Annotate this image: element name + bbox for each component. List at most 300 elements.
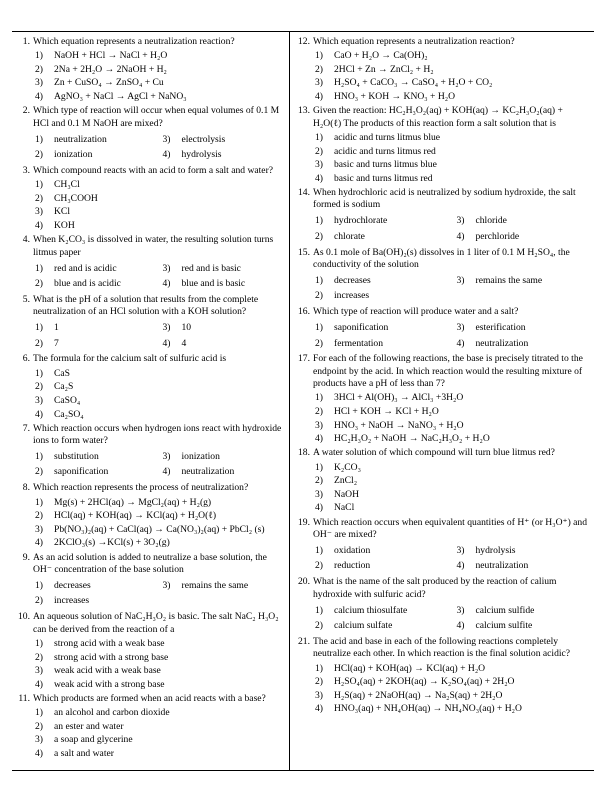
question-number: 13. (298, 105, 310, 117)
question-stem: Which reaction occurs when hydrogen ions react with hydroxide ions to form water? (33, 422, 282, 447)
answer-option[interactable] (33, 50, 284, 62)
question-stem: Which compound reacts with an acid to form a salt and water? (33, 164, 274, 176)
option-number: 1) (315, 131, 323, 143)
question-number: 15. (298, 246, 310, 258)
option-number: 2) (35, 337, 43, 349)
answer-option[interactable] (313, 50, 592, 62)
option-text: chloride (475, 215, 507, 227)
option-text: an alcohol and carbon dioxide (54, 707, 170, 719)
option-number: 1) (315, 544, 323, 556)
option-number: 2) (315, 676, 323, 688)
option-number: 3) (456, 215, 465, 227)
option-number: 2) (35, 63, 43, 75)
option-text: HNO₃ + NaOH → NaNO₃ + H₂O (334, 419, 464, 431)
answer-option[interactable] (313, 275, 451, 287)
answer-option[interactable] (33, 580, 157, 592)
question-number: 19. (298, 516, 310, 528)
answer-option[interactable] (313, 433, 592, 445)
option-text: 1 (54, 322, 59, 334)
option-text: Ca₂SO₄ (54, 408, 84, 420)
answer-option[interactable] (313, 64, 592, 76)
question-stem: For each of the following reactions, the base is precisely titrated to the endpoint by the acid. In which reaction would the resulting mixture of products have a pH of less than 7? (313, 353, 583, 390)
option-number: 4) (456, 337, 465, 349)
question-number: 5. (22, 293, 30, 305)
answer-option[interactable] (33, 524, 284, 536)
option-text: HCl(aq) + KOH(aq) → KCl(aq) + H₂O(ℓ) (54, 510, 217, 522)
option-number: 1) (315, 662, 323, 674)
answer-option[interactable] (33, 381, 284, 393)
answer-option[interactable] (33, 149, 157, 161)
question (14, 423, 284, 481)
option-text: NaOH + HCl → NaCl + H₂O (54, 50, 168, 62)
option-number: 2) (315, 405, 323, 417)
option-text: HNO₃(aq) + NH₄OH(aq) → NH₄NO₃(aq) + H₂O (334, 703, 522, 715)
answer-option[interactable] (313, 231, 451, 243)
answer-option[interactable] (313, 663, 592, 675)
question-stem: Which equation represents a neutralization reaction? (313, 36, 515, 47)
question-number: 6. (22, 353, 30, 365)
answer-option[interactable] (33, 510, 284, 522)
question (14, 611, 284, 691)
answer-option[interactable] (455, 275, 593, 287)
answer-options (33, 320, 284, 351)
option-text: increases (54, 595, 90, 607)
option-number: 1) (315, 50, 323, 62)
option-number: 3) (315, 77, 323, 89)
answer-options (313, 543, 592, 574)
answer-option[interactable] (33, 91, 284, 103)
answer-option[interactable] (455, 560, 593, 572)
option-text: calcium sulfite (475, 620, 533, 632)
option-number: 2) (315, 290, 323, 302)
question-number: 18. (298, 447, 310, 459)
option-number: 4) (35, 220, 43, 232)
question-number: 11. (18, 692, 30, 704)
question-number: 14. (298, 187, 310, 199)
question (294, 187, 592, 245)
answer-option[interactable] (33, 734, 284, 746)
answer-option[interactable] (313, 290, 451, 302)
question (294, 247, 592, 305)
question-stem: As an acid solution is added to neutralize a base solution, the OH⁻ concentration of the base solution (33, 551, 267, 576)
option-text: saponification (334, 322, 389, 334)
right-column (294, 36, 592, 718)
question (14, 294, 284, 352)
option-number: 2) (315, 475, 323, 487)
question-number: 16. (298, 306, 310, 318)
option-number: 3) (456, 274, 465, 286)
answer-option[interactable] (33, 278, 157, 290)
answer-option[interactable] (313, 338, 451, 350)
answer-option[interactable] (161, 149, 285, 161)
option-text: K₂CO₃ (334, 461, 361, 473)
answer-option[interactable] (33, 322, 157, 334)
answer-options (313, 132, 592, 185)
option-text: calcium thiosulfate (334, 604, 408, 616)
option-text: CaO + H₂O → Ca(OH)₂ (334, 50, 428, 62)
answer-option[interactable] (313, 475, 592, 487)
answer-option[interactable] (161, 451, 285, 463)
answer-option[interactable] (33, 338, 157, 350)
option-number: 1) (35, 322, 43, 334)
answer-option[interactable] (33, 638, 284, 650)
option-number: 1) (315, 392, 323, 404)
option-number: 2) (315, 337, 323, 349)
option-number: 1) (315, 274, 323, 286)
question-stem: The formula for the calcium salt of sulfuric acid is (33, 353, 227, 365)
answer-options (313, 50, 592, 103)
option-text: increases (334, 290, 370, 302)
question (294, 36, 592, 103)
answer-option[interactable] (313, 489, 592, 501)
answer-option[interactable] (33, 721, 284, 733)
option-text: CaS (54, 367, 70, 379)
answer-option[interactable] (161, 278, 285, 290)
option-text: H₂S(aq) + 2NaOH(aq) → Na₂S(aq) + 2H₂O (334, 689, 503, 701)
answer-option[interactable] (33, 77, 284, 89)
option-number: 2) (315, 620, 323, 632)
option-number: 1) (35, 179, 43, 191)
answer-options (313, 320, 592, 351)
answer-option[interactable] (313, 322, 451, 334)
answer-options (33, 578, 284, 609)
option-text: an ester and water (54, 720, 124, 732)
answer-options (33, 132, 284, 163)
option-number: 1) (35, 133, 43, 145)
option-number: 4) (35, 748, 43, 760)
option-number: 2) (35, 381, 43, 393)
answer-option[interactable] (161, 322, 285, 334)
question-stem: A water solution of which compound will turn blue litmus red? (313, 447, 555, 459)
option-text: CH₃Cl (54, 179, 80, 191)
answer-option[interactable] (33, 748, 284, 760)
answer-option[interactable] (33, 193, 284, 205)
option-number: 2) (35, 149, 43, 161)
answer-option[interactable] (33, 652, 284, 664)
answer-option[interactable] (313, 420, 592, 432)
option-number: 3) (162, 262, 171, 274)
option-number: 1) (35, 50, 43, 62)
option-text: saponification (54, 466, 109, 478)
question-number: 17. (298, 353, 310, 365)
question (294, 447, 592, 514)
option-number: 3) (456, 322, 465, 334)
answer-option[interactable] (313, 215, 451, 227)
option-text: neutralization (54, 133, 107, 145)
option-number: 1) (35, 637, 43, 649)
question-number: 8. (22, 482, 30, 494)
option-number: 4) (315, 172, 323, 184)
option-text: calcium sulfate (334, 620, 393, 632)
option-text: HCl + KOH → KCl + H₂O (334, 405, 439, 417)
option-number: 2) (35, 277, 43, 289)
answer-option[interactable] (313, 545, 451, 557)
option-number: 3) (35, 394, 43, 406)
option-number: 3) (35, 665, 43, 677)
option-number: 1) (35, 707, 43, 719)
option-number: 4) (315, 433, 323, 445)
answer-option[interactable] (33, 64, 284, 76)
question-stem: As 0.1 mole of Ba(OH)₂(s) dissolves in 1 liter of 0.1 M H₂SO₄, the conductivity of the solution (313, 246, 570, 270)
option-text: red and is basic (181, 262, 241, 274)
answer-option[interactable] (455, 605, 593, 617)
option-text: neutralization (475, 560, 529, 572)
option-text: blue and is basic (181, 277, 246, 289)
answer-option[interactable] (313, 502, 592, 514)
option-text: KOH (54, 220, 75, 232)
option-number: 3) (162, 133, 171, 145)
option-number: 2) (315, 145, 323, 157)
answer-option[interactable] (33, 679, 284, 691)
question-number: 4. (22, 234, 30, 246)
option-text: fermentation (334, 337, 384, 349)
answer-option[interactable] (313, 620, 451, 632)
question (14, 105, 284, 163)
option-text: NaOH (334, 488, 360, 500)
option-text: esterification (475, 322, 526, 334)
answer-option[interactable] (161, 580, 285, 592)
answer-option[interactable] (313, 77, 592, 89)
option-number: 1) (35, 496, 43, 508)
option-number: 3) (35, 734, 43, 746)
answer-option[interactable] (161, 263, 285, 275)
answer-option[interactable] (455, 322, 593, 334)
option-number: 2) (315, 230, 323, 242)
option-text: basic and turns litmus red (334, 172, 433, 184)
question-stem: An aqueous solution of NaC₂H₃O₂ is basic. The salt NaC₂ H₃O₂ can be derived from the reaction of a (33, 611, 279, 635)
option-text: hydrolysis (181, 149, 222, 161)
option-text: 7 (54, 337, 59, 349)
option-text: strong acid with a strong base (54, 651, 169, 663)
option-number: 3) (162, 322, 171, 334)
option-number: 4) (162, 337, 171, 349)
option-number: 3) (315, 159, 323, 171)
question (14, 353, 284, 420)
answer-options (313, 392, 592, 445)
question-number: 20. (298, 576, 310, 588)
option-text: remains the same (475, 274, 543, 286)
option-number: 4) (315, 502, 323, 514)
answer-option[interactable] (161, 595, 285, 607)
option-number: 4) (35, 537, 43, 549)
answer-option[interactable] (33, 134, 157, 146)
answer-option[interactable] (313, 406, 592, 418)
question (14, 234, 284, 292)
question-stem: What is the name of the salt produced by the reaction of calium hydroxide with sulfuric acid? (313, 576, 557, 600)
answer-option[interactable] (33, 409, 284, 421)
option-number: 1) (315, 461, 323, 473)
question-stem: Which type of reaction will occur when equal volumes of 0.1 M HCl and 0.1 M NaOH are mixed? (33, 105, 280, 129)
answer-option[interactable] (33, 206, 284, 218)
option-text: hydrochlorate (334, 215, 388, 227)
question-stem: When hydrochloric acid is neutralized by sodium hydroxide, the salt formed is sodium (313, 187, 576, 211)
option-text: HC₂H₃O₂ + NaOH → NaC₂H₃O₂ + H₂O (334, 433, 490, 445)
option-number: 4) (35, 91, 43, 103)
option-number: 4) (35, 678, 43, 690)
option-text: Pb(NO₃)₂(aq) + CaCl(aq) → Ca(NO₃)₂(aq) + PbCl₂ (s) (54, 523, 265, 535)
answer-options (33, 261, 284, 292)
question (294, 105, 592, 185)
answer-option[interactable] (313, 703, 592, 715)
option-number: 3) (315, 689, 323, 701)
option-text: reduction (334, 560, 371, 572)
option-text: remains the same (181, 579, 249, 591)
answer-option[interactable] (33, 497, 284, 509)
answer-option[interactable] (33, 595, 157, 607)
question-stem: The acid and base in each of the following reactions completely neutralize each other. In which reaction is the final solution acidic? (313, 635, 571, 660)
option-text: Mg(s) + 2HCl(aq) → MgCl₂(aq) + H₂(g) (54, 496, 212, 508)
option-text: ZnCl₂ (334, 475, 358, 487)
option-number: 1) (35, 579, 43, 591)
option-number: 3) (162, 579, 171, 591)
answer-options (313, 462, 592, 515)
option-number: 2) (35, 510, 43, 522)
answer-option[interactable] (313, 159, 592, 171)
option-text: hydrolysis (475, 544, 516, 556)
option-number: 3) (456, 544, 465, 556)
answer-option[interactable] (33, 220, 284, 232)
answer-option[interactable] (313, 132, 592, 144)
option-text: 4 (181, 337, 187, 349)
option-number: 1) (315, 215, 323, 227)
option-text: ionization (181, 451, 220, 462)
option-number: 3) (315, 488, 323, 500)
answer-option[interactable] (313, 173, 592, 185)
option-text: NaCl (334, 502, 355, 514)
option-number: 1) (35, 451, 43, 462)
option-text: 2KClO₃(s) →KCl(s) + 3O₂(g) (54, 537, 170, 549)
option-number: 4) (162, 466, 171, 478)
answer-option[interactable] (455, 620, 593, 632)
answer-option[interactable] (313, 605, 451, 617)
option-number: 1) (315, 322, 323, 334)
question-stem: Which reaction occurs when equivalent quantities of H⁺ (or H₃O⁺) and OH⁻ are mixed? (313, 516, 588, 541)
question-number: 12. (298, 36, 310, 47)
option-number: 4) (315, 703, 323, 715)
option-text: a soap and glycerine (54, 734, 133, 746)
option-text: CaSO₄ (54, 394, 81, 406)
question (14, 552, 284, 610)
question (294, 306, 592, 351)
answer-option[interactable] (33, 466, 157, 478)
question-stem: Which equation represents a neutralization reaction? (33, 36, 235, 47)
option-number: 3) (35, 206, 43, 218)
answer-option[interactable] (313, 462, 592, 474)
question-number: 21. (298, 635, 310, 647)
option-text: electrolysis (181, 133, 226, 145)
option-number: 1) (315, 604, 323, 616)
option-text: 2HCl + Zn → ZnCl₂ + H₂ (334, 63, 434, 75)
option-text: calcium sulfide (475, 604, 535, 616)
answer-option[interactable] (455, 545, 593, 557)
option-number: 2) (315, 560, 323, 572)
left-column (14, 36, 284, 762)
answer-option[interactable] (313, 560, 451, 572)
option-number: 2) (35, 720, 43, 732)
answer-option[interactable] (313, 690, 592, 702)
answer-option[interactable] (313, 676, 592, 688)
answer-option[interactable] (33, 665, 284, 677)
answer-option[interactable] (455, 290, 593, 302)
answer-option[interactable] (313, 91, 592, 103)
top-rule (12, 31, 594, 32)
option-text: red and is acidic (54, 262, 117, 274)
question-stem: What is the pH of a solution that results from the complete neutralization of an HCl solution with a KOH solution? (33, 293, 259, 318)
answer-options (313, 603, 592, 634)
answer-option[interactable] (33, 537, 284, 549)
answer-option[interactable] (161, 466, 285, 478)
answer-options (33, 497, 284, 550)
option-number: 3) (162, 451, 171, 462)
answer-option[interactable] (455, 338, 593, 350)
answer-option[interactable] (455, 215, 593, 227)
option-text: a salt and water (54, 748, 114, 760)
option-text: Ca₂S (54, 381, 74, 393)
option-text: acidic and turns litmus red (334, 145, 436, 157)
option-text: AgNO₃ + NaCl → AgCl + NaNO₃ (54, 91, 187, 103)
answer-options (33, 638, 284, 691)
answer-option[interactable] (161, 338, 285, 350)
answer-options (33, 179, 284, 232)
answer-options (33, 449, 284, 480)
column-divider (289, 32, 290, 770)
answer-option[interactable] (33, 179, 284, 191)
option-number: 4) (456, 620, 465, 632)
option-text: 3HCl + Al(OH)₃ → AlCl₃ +3H₂O (334, 392, 464, 404)
option-number: 4) (456, 560, 465, 572)
option-number: 4) (456, 230, 465, 242)
question-number: 2. (22, 105, 30, 117)
option-number: 4) (35, 408, 43, 420)
option-text: substitution (54, 451, 99, 462)
question-number: 10. (18, 611, 30, 623)
question (14, 482, 284, 549)
answer-options (33, 368, 284, 421)
question (14, 693, 284, 760)
answer-option[interactable] (313, 146, 592, 158)
answer-option[interactable] (161, 134, 285, 146)
option-number: 4) (162, 149, 171, 161)
option-text: chlorate (334, 230, 365, 242)
answer-option[interactable] (33, 395, 284, 407)
option-text: HNO₃ + KOH → KNO₃ + H₂O (334, 91, 456, 103)
answer-option[interactable] (33, 451, 157, 463)
question (294, 353, 592, 445)
option-text: ionization (54, 149, 93, 161)
option-text: acidic and turns litmus blue (334, 131, 441, 143)
question-stem: When K₂CO₃ is dissolved in water, the resulting solution turns litmus paper (33, 234, 274, 258)
answer-option[interactable] (33, 368, 284, 380)
option-number: 3) (35, 77, 43, 89)
option-text: perchloride (475, 230, 520, 242)
option-text: 2Na + 2H₂O → 2NaOH + H₂ (54, 63, 167, 75)
question-number: 1. (22, 36, 30, 47)
option-text: CH₃COOH (54, 192, 98, 204)
option-text: weak acid with a weak base (54, 665, 161, 677)
option-text: Zn + CuSO₄ → ZnSO₄ + Cu (54, 77, 164, 89)
answer-option[interactable] (455, 231, 593, 243)
answer-options (313, 214, 592, 245)
option-text: strong acid with a weak base (54, 637, 165, 649)
question-number: 3. (22, 164, 30, 176)
answer-options (33, 50, 284, 103)
option-text: 10 (181, 322, 192, 334)
option-text: neutralization (475, 337, 529, 349)
answer-option[interactable] (313, 392, 592, 404)
answer-option[interactable] (33, 707, 284, 719)
question (294, 576, 592, 634)
answer-option[interactable] (33, 263, 157, 275)
